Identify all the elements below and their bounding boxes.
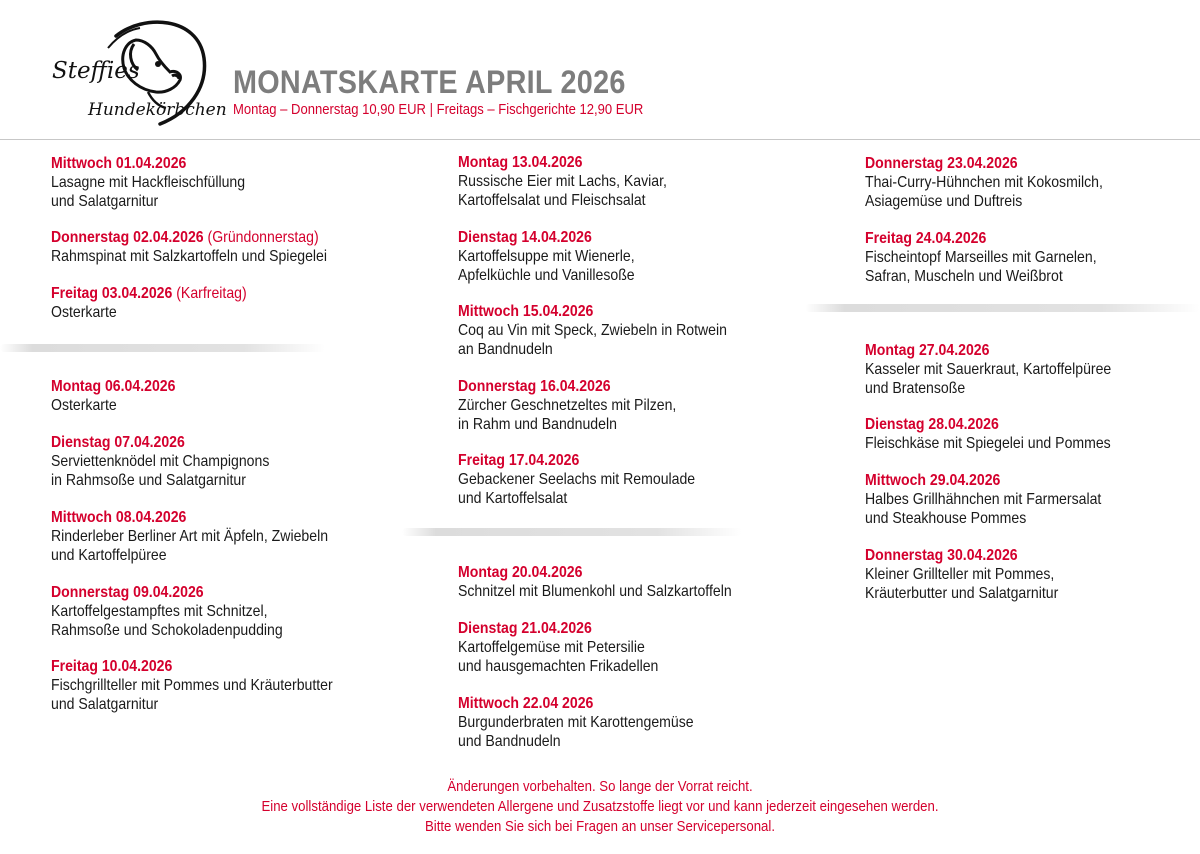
menu-entry — [865, 471, 1200, 528]
footer-notice — [0, 777, 1200, 837]
menu-entry — [865, 229, 1200, 286]
menu-dish-line: Kleiner Grillteller mit Pommes, — [865, 566, 1055, 583]
menu-day: Mittwoch 22.04 2026 — [458, 695, 594, 712]
menu-dish-line: Kartoffelsalat und Fleischsalat — [458, 192, 646, 209]
menu-day: Mittwoch 01.04.2026 — [51, 155, 187, 172]
menu-entry — [51, 508, 396, 565]
menu-entry — [51, 583, 396, 640]
menu-entry — [51, 433, 396, 490]
menu-entry — [458, 619, 803, 676]
menu-dish-line: und Bratensoße — [865, 380, 966, 397]
menu-dish-line: an Bandnudeln — [458, 341, 553, 358]
menu-day: Donnerstag 02.04.2026 (Gründonnerstag) — [51, 229, 319, 246]
menu-dish-line: Schnitzel mit Blumenkohl und Salzkartoffeln — [458, 583, 732, 600]
footer-line: Änderungen vorbehalten. So lange der Vorrat reicht. — [447, 778, 753, 795]
menu-dish-line: Fischeintopf Marseilles mit Garnelen, — [865, 249, 1097, 266]
menu-day: Mittwoch 08.04.2026 — [51, 509, 187, 526]
menu-dish-line: Rahmspinat mit Salzkartoffeln und Spiegelei — [51, 248, 328, 265]
footer-line: Eine vollständige Liste der verwendeten Allergene und Zusatzstoffe liegt vor und kann jederzeit eingesehen werden. — [261, 798, 939, 815]
menu-dish-line: und Kartoffelsalat — [458, 490, 568, 507]
menu-dish-line: Safran, Muscheln und Weißbrot — [865, 268, 1063, 285]
menu-dish-line: und Bandnudeln — [458, 733, 561, 750]
menu-day: Montag 20.04.2026 — [458, 564, 583, 581]
menu-entry — [458, 451, 803, 508]
menu-dish-line: Thai-Curry-Hühnchen mit Kokosmilch, — [865, 174, 1103, 191]
menu-dish-line: Fleischkäse mit Spiegelei und Pommes — [865, 435, 1111, 452]
week-divider — [0, 344, 325, 352]
menu-day: Freitag 10.04.2026 — [51, 658, 173, 675]
logo — [48, 18, 227, 133]
menu-dish-line: Kasseler mit Sauerkraut, Kartoffelpüree — [865, 361, 1112, 378]
menu-dish-line: Kartoffelgemüse mit Petersilie — [458, 639, 645, 656]
week-divider — [805, 304, 1200, 312]
menu-day: Mittwoch 15.04.2026 — [458, 303, 594, 320]
menu-entry — [865, 341, 1200, 398]
menu-entry — [51, 657, 396, 714]
menu-dish-line: in Rahmsoße und Salatgarnitur — [51, 472, 246, 489]
menu-day: Freitag 03.04.2026 (Karfreitag) — [51, 285, 247, 302]
menu-entry — [51, 228, 396, 266]
menu-dish-line: und Steakhouse Pommes — [865, 510, 1027, 527]
menu-dish-line: Halbes Grillhähnchen mit Farmersalat — [865, 491, 1102, 508]
menu-entry — [865, 154, 1200, 211]
menu-dish-line: Kartoffelgestampftes mit Schnitzel, — [51, 603, 268, 620]
menu-dish-line: und Salatgarnitur — [51, 193, 159, 210]
menu-day: Mittwoch 29.04.2026 — [865, 472, 1001, 489]
menu-entry — [865, 546, 1200, 603]
menu-dish-line: Zürcher Geschnetzeltes mit Pilzen, — [458, 397, 677, 414]
menu-dish-line: Lasagne mit Hackfleischfüllung — [51, 174, 246, 191]
menu-day: Dienstag 14.04.2026 — [458, 229, 592, 246]
menu-entry — [458, 694, 803, 751]
menu-entry — [458, 153, 803, 210]
menu-dish-line: in Rahm und Bandnudeln — [458, 416, 617, 433]
menu-day: Donnerstag 30.04.2026 — [865, 547, 1018, 564]
menu-entry — [458, 302, 803, 359]
menu-dish-line: Rahmsoße und Schokoladenpudding — [51, 622, 283, 639]
page-title: MONATSKARTE APRIL 2026 — [233, 64, 626, 100]
menu-dish-line: Osterkarte — [51, 304, 117, 321]
menu-dish-line: Kartoffelsuppe mit Wienerle, — [458, 248, 635, 265]
menu-dish-line: Russische Eier mit Lachs, Kaviar, — [458, 173, 667, 190]
menu-dish-line: Coq au Vin mit Speck, Zwiebeln in Rotwein — [458, 322, 727, 339]
menu-day: Freitag 17.04.2026 — [458, 452, 580, 469]
menu-day: Donnerstag 09.04.2026 — [51, 584, 204, 601]
logo-text-line2: Hundekörbchen — [88, 100, 227, 120]
menu-day: Montag 06.04.2026 — [51, 378, 176, 395]
menu-entry — [458, 563, 803, 601]
menu-dish-line: Apfelküchle und Vanillesoße — [458, 267, 635, 284]
menu-day: Donnerstag 23.04.2026 — [865, 155, 1018, 172]
menu-dish-line: Kräuterbutter und Salatgarnitur — [865, 585, 1059, 602]
menu-day: Montag 13.04.2026 — [458, 154, 583, 171]
menu-dish-line: Serviettenknödel mit Champignons — [51, 453, 270, 470]
menu-day: Freitag 24.04.2026 — [865, 230, 987, 247]
menu-dish-line: Asiagemüse und Duftreis — [865, 193, 1023, 210]
menu-dish-line: Fischgrillteller mit Pommes und Kräuterbutter — [51, 677, 333, 694]
menu-dish-line: Gebackener Seelachs mit Remoulade — [458, 471, 696, 488]
price-subtitle: Montag – Donnerstag 10,90 EUR | Freitags – Fischgerichte 12,90 EUR — [233, 101, 644, 118]
menu-dish-line: Rinderleber Berliner Art mit Äpfeln, Zwiebeln — [51, 528, 329, 545]
header-divider — [0, 139, 1200, 140]
menu-dish-line: und hausgemachten Frikadellen — [458, 658, 659, 675]
menu-day: Montag 27.04.2026 — [865, 342, 990, 359]
menu-entry — [458, 377, 803, 434]
menu-entry — [865, 415, 1200, 453]
menu-entry — [458, 228, 803, 285]
menu-dish-line: Burgunderbraten mit Karottengemüse — [458, 714, 694, 731]
menu-dish-line: Osterkarte — [51, 397, 117, 414]
menu-entry — [51, 154, 396, 211]
menu-dish-line: und Kartoffelpüree — [51, 547, 167, 564]
menu-day: Dienstag 07.04.2026 — [51, 434, 185, 451]
menu-day: Dienstag 28.04.2026 — [865, 416, 999, 433]
menu-entry — [51, 284, 396, 322]
menu-dish-line: und Salatgarnitur — [51, 696, 159, 713]
logo-text-line1: Steffies — [52, 58, 140, 84]
menu-entry — [51, 377, 396, 415]
week-divider — [402, 528, 742, 536]
menu-day: Donnerstag 16.04.2026 — [458, 378, 611, 395]
menu-day: Dienstag 21.04.2026 — [458, 620, 592, 637]
footer-line: Bitte wenden Sie sich bei Fragen an unser Servicepersonal. — [424, 818, 775, 835]
